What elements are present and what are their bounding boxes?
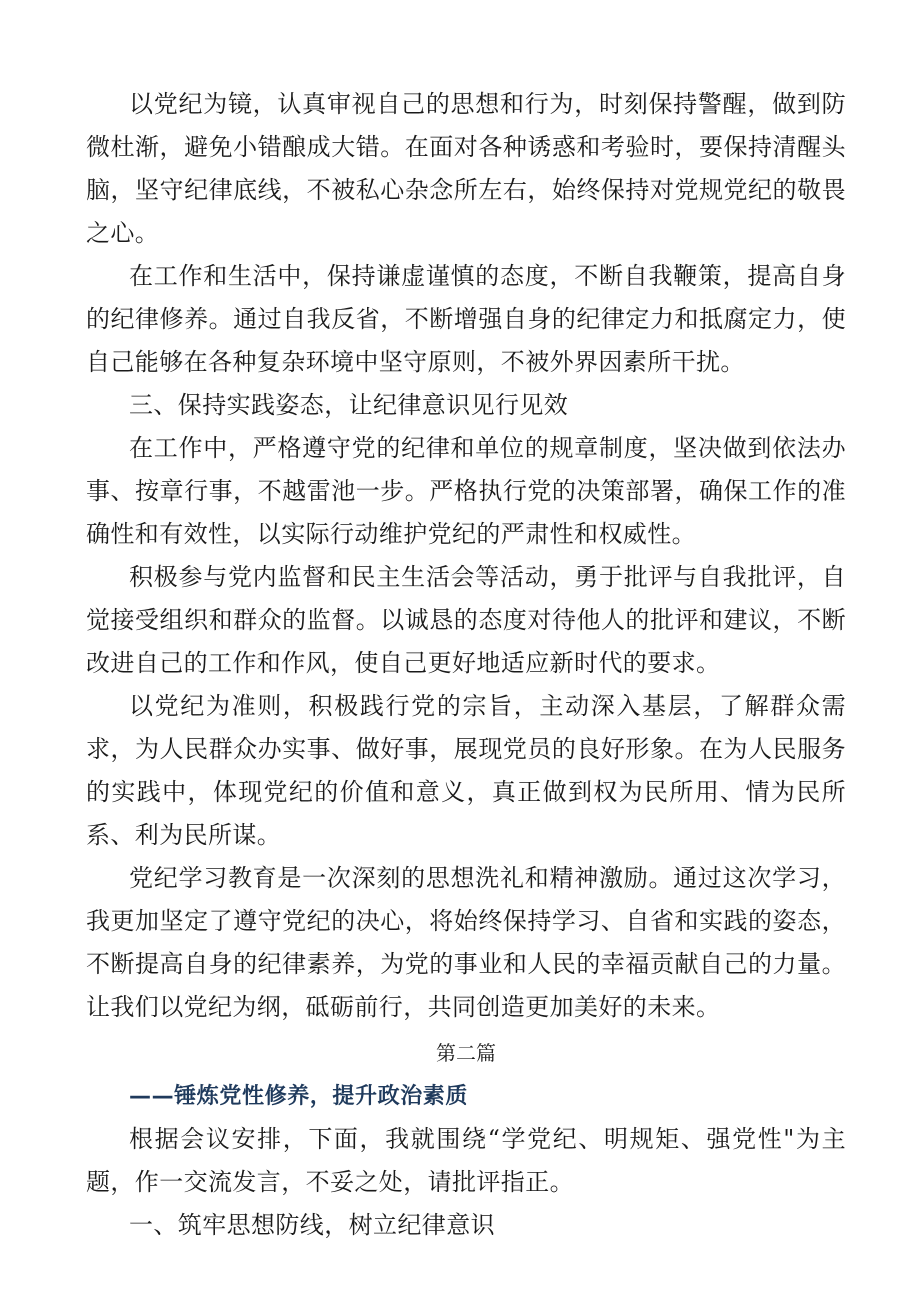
section-heading-three: 三、保持实践姿态，让纪律意识见行见效: [129, 391, 569, 419]
paragraph: 党纪学习教育是一次深刻的思想洗礼和精神激励。通过这次学习，我更加坚定了遵守党纪的决心，将始终保持学习、自省和实践的姿态，不断提高自身的纪律素养，为党的事业和人民的幸福贡献自己的力量。让我们以党纪为纲，砥砺前行，共同创造更加美好的未来。: [86, 864, 846, 1021]
intro-paragraph: 根据会议安排，下面，我就围绕“学党纪、明规矩、强党性"为主题，作一交流发言，不妥之处，请批评指正。: [86, 1125, 846, 1196]
document-body: [86, 83, 846, 1247]
paragraph: 以党纪为镜，认真审视自己的思想和行为，时刻保持警醒，做到防微杜渐，避免小错酿成大错。在面对各种诱惑和考验时，要保持清醒头脑，坚守纪律底线，不被私心杂念所左右，始终保持对党规党纪的敬畏之心。: [86, 90, 846, 247]
paragraph: 在工作和生活中，保持谦虚谨慎的态度，不断自我鞭策，提高自身的纪律修养。通过自我反省，不断增强自身的纪律定力和抵腐定力，使自己能够在各种复杂环境中坚守原则，不被外界因素所干扰。: [86, 262, 846, 376]
section-heading-one: 一、筑牢思想防线，树立纪律意识: [129, 1211, 495, 1239]
paragraph: 以党纪为准则，积极践行党的宗旨，主动深入基层，了解群众需求，为人民群众办实事、做好事，展现党员的良好形象。在为人民服务的实践中，体现党纪的价值和意义，真正做到权为民所用、情为民所系、利为民所谋。: [86, 692, 846, 849]
paragraph: 积极参与党内监督和民主生活会等活动，勇于批评与自我批评，自觉接受组织和群众的监督。以诚恳的态度对待他人的批评和建议，不断改进自己的工作和作风，使自己更好地适应新时代的要求。: [86, 563, 846, 677]
chapter-subtitle: ——锤炼党性修养，提升政治素质: [129, 1084, 469, 1109]
paragraph: 在工作中，严格遵守党的纪律和单位的规章制度，坚决做到依法办事、按章行事，不越雷池一步。严格执行党的决策部署，确保工作的准确性和有效性，以实际行动维护党纪的严肃性和权威性。: [86, 434, 846, 548]
chapter-title: 第二篇: [436, 1041, 496, 1065]
